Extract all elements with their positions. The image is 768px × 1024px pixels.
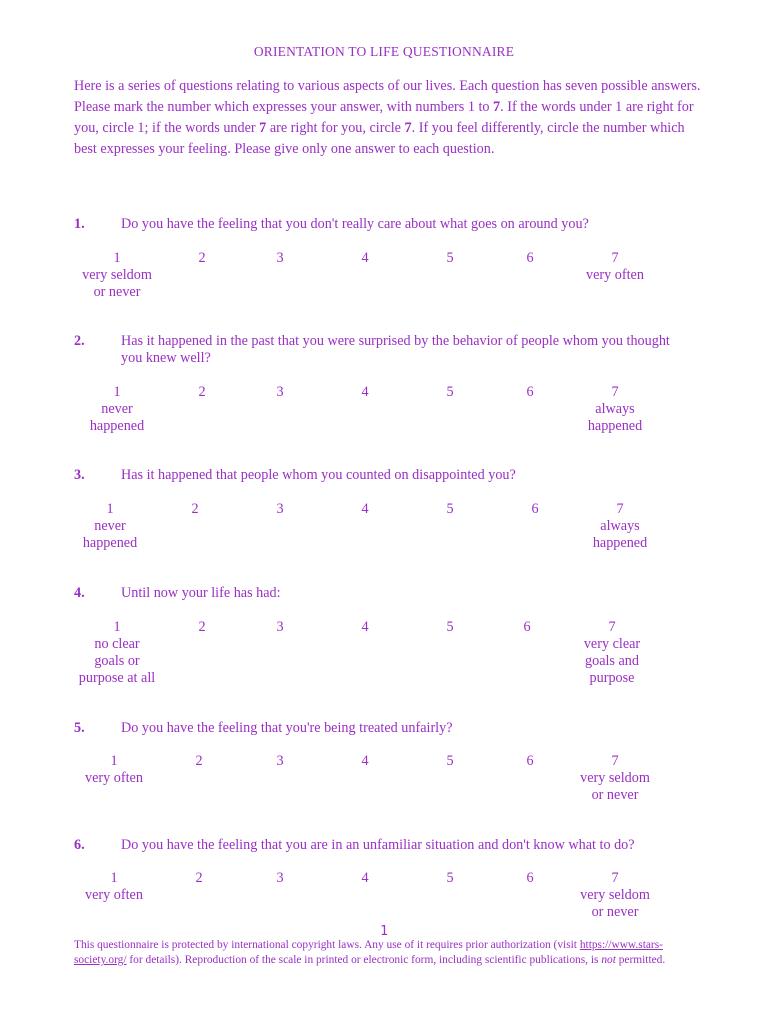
page-number: 1 [380,924,388,939]
low-anchor-label: purpose at all [78,670,156,686]
scale-value: 5 [446,619,454,635]
scale-value: 3 [276,501,284,517]
scale-value: 2 [198,384,206,400]
question-number: 4. [74,585,85,601]
scale-value: 5 [446,870,454,886]
question-text: Do you have the feeling that you are in an unfamiliar situation and don't know what to do? [121,837,635,853]
high-anchor-label: always [595,401,635,417]
scale-value: 2 [191,501,199,517]
question-text: Do you have the feeling that you're being treated unfairly? [121,720,453,736]
scale-value: 6 [526,870,534,886]
high-anchor-label: goals and [585,653,639,669]
scale-value: 5 [446,384,454,400]
instructions-text: are right for you, circle [266,120,405,136]
scale-value: 1 [113,619,121,635]
scale-value: 6 [526,250,534,266]
scale-value: 2 [195,753,203,769]
scale-value: 6 [531,501,539,517]
question-number: 6. [74,837,85,853]
scale-value: 5 [446,501,454,517]
scale-value: 1 [110,870,118,886]
instructions-paragraph [74,76,704,160]
instructions-emphasis: 7 [404,120,412,136]
high-anchor-label: or never [591,904,639,920]
scale-value: 7 [611,870,619,886]
footer-emphasis: not [601,954,616,966]
scale-value: 5 [446,250,454,266]
high-anchor-label: very often [586,267,644,283]
footer-text: This questionnaire is protected by international copyright laws. Any use of it requires prior authorization (visit [74,939,580,951]
scale-option-7[interactable] [560,501,680,552]
question-text: Has it happened in the past that you were surprised by the behavior of people whom you thought you knew well? [121,333,670,366]
low-anchor-label: goals or [94,653,140,669]
instructions-emphasis: 7 [259,120,267,136]
question-text: Do you have the feeling that you don't really care about what goes on around you? [121,216,589,232]
low-anchor-label: never [94,518,126,534]
low-anchor-label: very often [85,770,143,786]
document-title: ORIENTATION TO LIFE QUESTIONNAIRE [253,44,515,59]
scale-option-7[interactable] [555,870,675,921]
scale-value: 7 [611,384,619,400]
scale-value: 7 [616,501,624,517]
instructions-emphasis: 7 [493,99,501,115]
low-anchor-label: or never [93,284,141,300]
scale-value: 7 [611,250,619,266]
scale-option-7[interactable] [555,753,675,804]
low-anchor-label: happened [82,535,138,551]
footer-text: permitted. [615,954,666,966]
scale-value: 3 [276,250,284,266]
scale-value: 2 [198,250,206,266]
scale-option-7[interactable] [555,250,675,284]
instructions-text: . If the words under 1 are right for you, circle 1; if the words under [74,99,694,136]
scale-value: 4 [361,619,369,635]
scale-value: 1 [113,384,121,400]
scale-value: 6 [526,753,534,769]
scale-value: 3 [276,619,284,635]
high-anchor-label: or never [591,787,639,803]
scale-value: 3 [276,870,284,886]
high-anchor-label: very seldom [580,887,650,903]
scale-option-7[interactable] [555,384,675,435]
scale-value: 4 [361,753,369,769]
instructions-text: Here is a series of questions relating to various aspects of our lives. Each question has seven possible answers. Please mark the number which expresses your answer, with numbers 1 to [74,78,701,115]
low-anchor-label: very often [85,887,143,903]
scale-value: 1 [106,501,114,517]
low-anchor-label: very seldom [82,267,152,283]
instructions-text: . If you feel differently, circle the number which best expresses your feeling. Please give only one answer to each question. [74,120,685,157]
high-anchor-label: purpose [589,670,635,686]
question-number: 3. [74,467,85,483]
high-anchor-label: very clear [583,636,641,652]
question-text: Until now your life has had: [121,585,281,601]
scale-value: 3 [276,384,284,400]
high-anchor-label: happened [587,418,643,434]
scale-value: 3 [276,753,284,769]
scale-value: 2 [195,870,203,886]
scale-value: 7 [611,753,619,769]
scale-value: 4 [361,870,369,886]
question-number: 1. [74,216,85,232]
scale-value: 6 [526,384,534,400]
scale-value: 4 [361,384,369,400]
scale-value: 5 [446,753,454,769]
scale-value: 1 [110,753,118,769]
low-anchor-label: never [101,401,133,417]
high-anchor-label: very seldom [580,770,650,786]
scale-value: 4 [361,501,369,517]
scale-value: 7 [608,619,616,635]
scale-value: 6 [523,619,531,635]
scale-value: 4 [361,250,369,266]
copyright-footer [74,938,714,968]
low-anchor-label: no clear [94,636,140,652]
footer-link[interactable]: https://www.stars-society.org/ [74,939,663,966]
scale-value: 1 [113,250,121,266]
low-anchor-label: happened [89,418,145,434]
question-text: Has it happened that people whom you counted on disappointed you? [121,467,516,483]
scale-option-7[interactable] [552,619,672,687]
question-number: 2. [74,333,85,349]
high-anchor-label: happened [592,535,648,551]
high-anchor-label: always [600,518,640,534]
footer-text: for details). Reproduction of the scale in printed or electronic form, including scientific publications, is [126,954,602,966]
question-number: 5. [74,720,85,736]
scale-value: 2 [198,619,206,635]
